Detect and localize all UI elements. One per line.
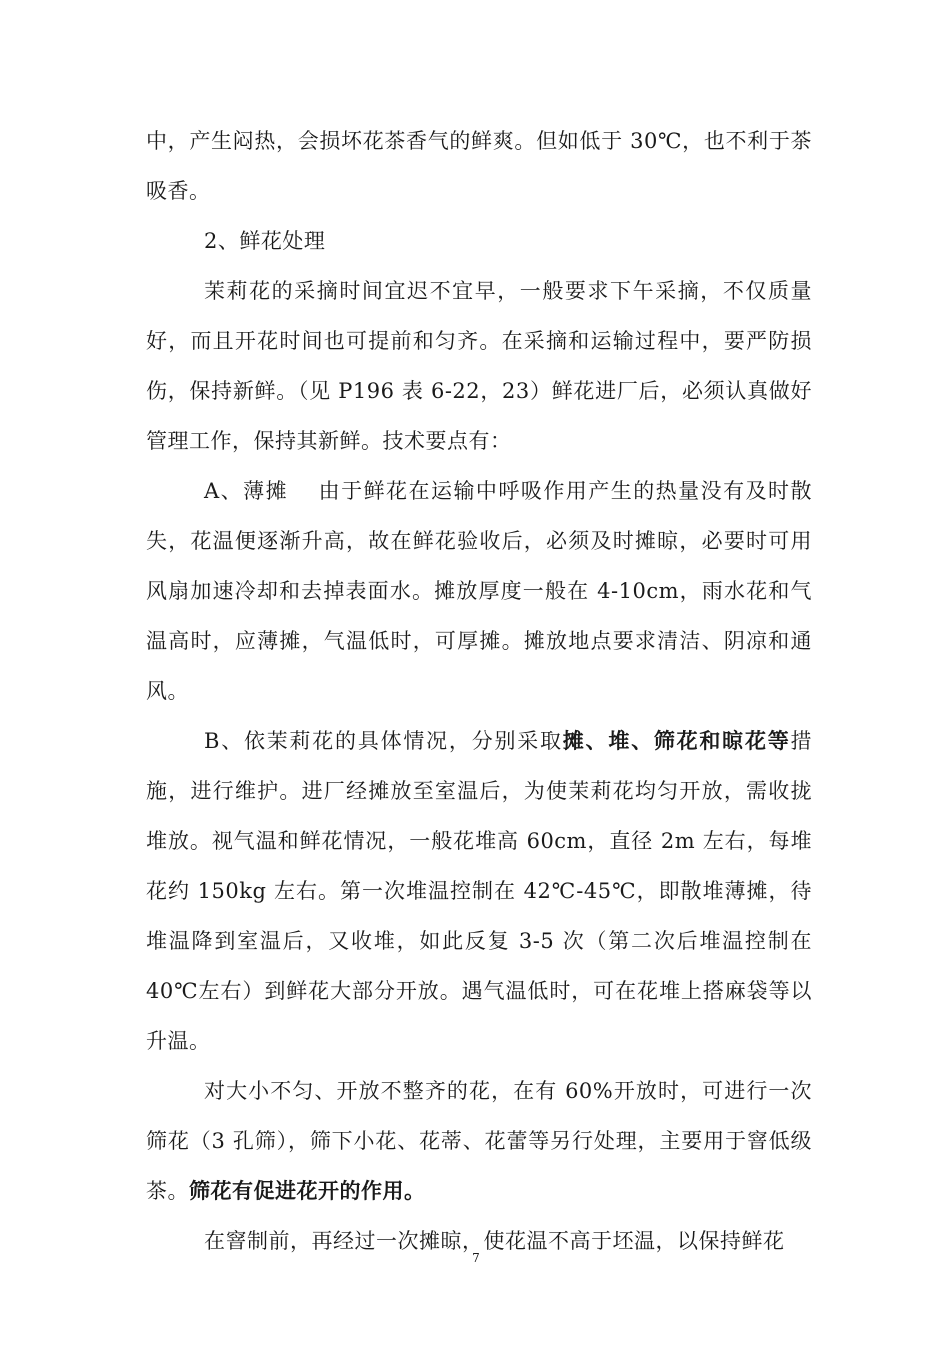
bold-text: 筛花有促进花开的作用。 [189,1178,426,1203]
paragraph-2-heading [146,216,812,266]
paragraph-3 [146,266,812,466]
paragraph-6 [146,1066,812,1216]
paragraph-text: 茉莉花的采摘时间宜迟不宜早，一般要求下午采摘，不仅质量好，而且开花时间也可提前和匀齐。在采摘和运输过程中，要严防损伤，保持新鲜。（见 P196 表 6-22，23）鲜花进厂后，必须认真做好管理工作，保持其新鲜。技术要点有： [146,279,812,453]
section-heading: 2、鲜花处理 [204,229,326,253]
paragraph-text: B、依茉莉花的具体情况，分别采取 [204,729,563,753]
bold-text: 摊、堆、筛花和晾花等 [562,728,791,753]
paragraph-5 [146,716,812,1066]
paragraph-text: 对大小不匀、开放不整齐的花，在有 60%开放时，可进行一次筛花（3 孔筛），筛下小花、花蒂、花蕾等另行处理，主要用于窨低级茶。 [146,1079,812,1203]
paragraph-text: A、薄摊 由于鲜花在运输中呼吸作用产生的热量没有及时散失，花温便逐渐升高，故在鲜花验收后，必须及时摊晾，必要时可用风扇加速冷却和去掉表面水。摊放厚度一般在 4-10cm，雨水花和气温高时，应薄摊，气温低时，可厚摊。摊放地点要求清洁、阴凉和通风。 [146,479,812,703]
paragraph-4 [146,466,812,716]
body-text [146,116,812,1266]
page-number: 7 [472,1251,480,1265]
paragraph-text: 措施，进行维护。进厂经摊放至室温后，为使茉莉花均匀开放，需收拢堆放。视气温和鲜花情况，一般花堆高 60cm，直径 2m 左右，每堆花约 150kg 左右。第一次堆温控制在 42℃-45℃，即散堆薄摊，待堆温降到室温后，又收堆，如此反复 3-5 次（第二次后堆温控制在 40℃左右）到鲜花大部分开放。遇气温低时，可在花堆上搭麻袋等以升温。 [146,729,813,1053]
paragraph-1 [146,116,812,216]
paragraph-text: 在窨制前，再经过一次摊晾，使花温不高于坯温，以保持鲜花 [204,1229,785,1253]
paragraph-text: 中，产生闷热，会损坏花茶香气的鲜爽。但如低于 30℃，也不利于茶吸香。 [146,129,812,203]
